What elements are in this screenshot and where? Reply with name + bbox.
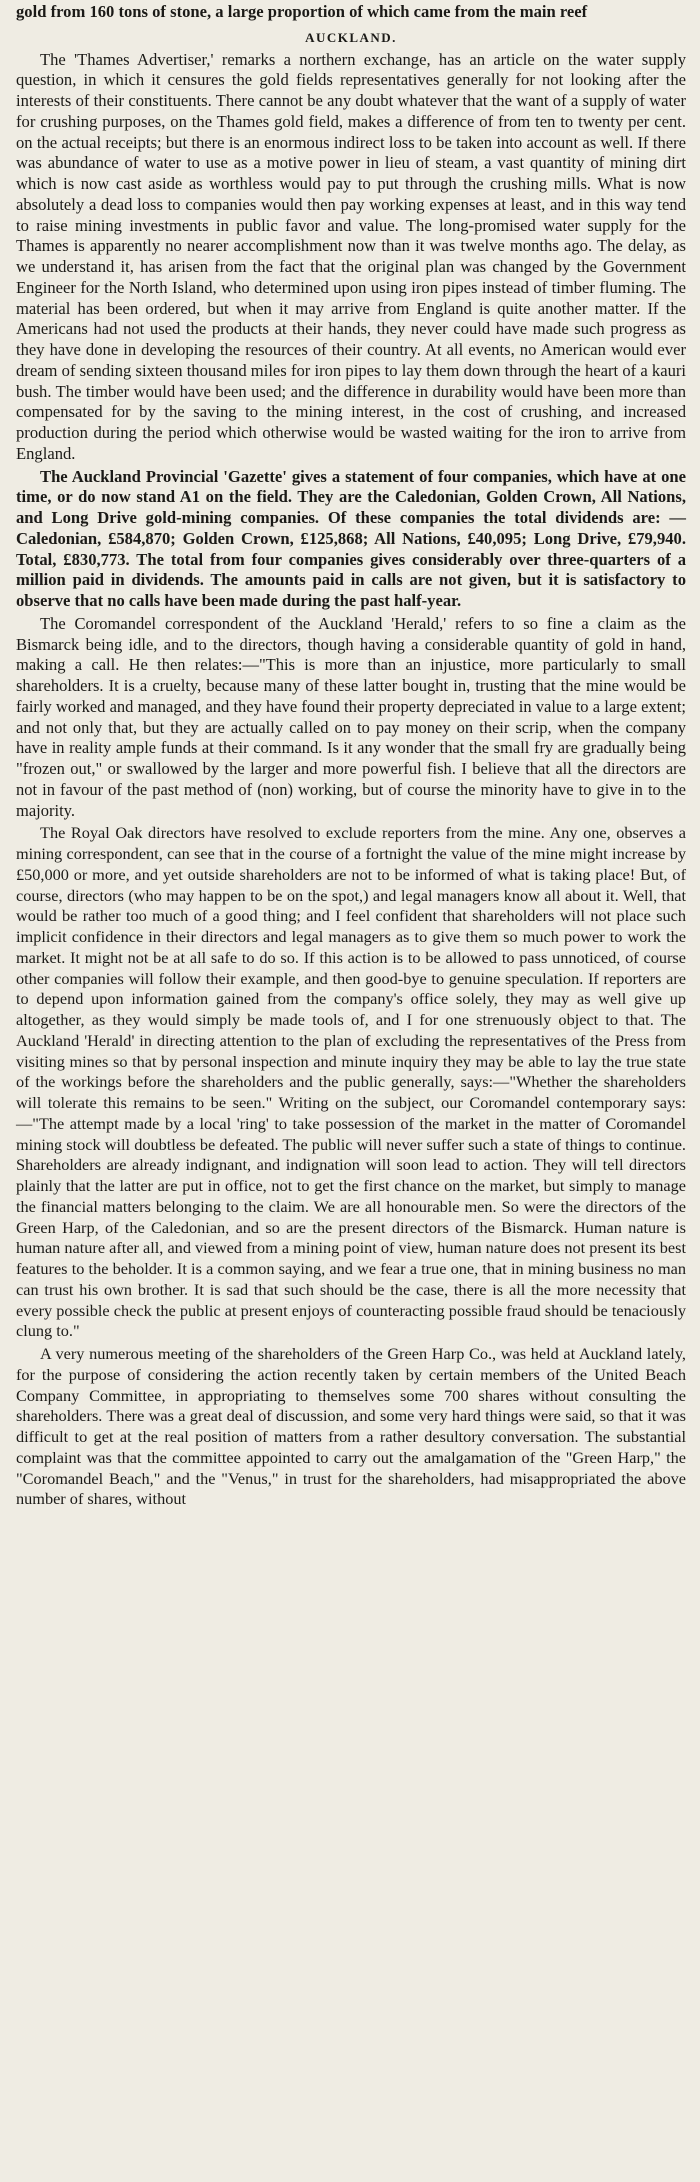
paragraph-bismarck: The Coromandel correspondent of the Auckland 'Herald,' refers to so fine a claim as the Bismarck being idle, and to the directors, though having a considerable quantity of gold in hand, making a call. He then relates:—"This is more than an injustice, more particularly to small shareholders. It is a cruelty, because many of these latter bought in, trusting that the mine would be fairly worked and managed, and they have found their property depreciated in value to a large extent; and not only that, but they are actually called on to pay money on their scrip, when the company have in reality ample funds at their command. Is it any wonder that the small fry are gradually being "frozen out," or swallowed by the larger and more powerful fish. I believe that all the directors are not in favour of the past method of (non) working, but of course the minority have to give in to the majority.: [16, 613, 686, 820]
paragraph-green-harp: A very numerous meeting of the shareholders of the Green Harp Co., was held at Auckland lately, for the purpose of considering the action recently taken by certain members of the United Beach Company Committee, in appropriating to themselves some 700 shares without consulting the shareholders. There was a great deal of discussion, and some very hard things were said, so that it was difficult to get at the real position of matters from a rather desultory conversation. The substantial complaint was that the committee appointed to carry out the amalgamation of the "Green Harp," the "Coromandel Beach," and the "Venus," in trust for the shareholders, had misappropriated the above number of shares, without: [16, 1344, 686, 1509]
paragraph-water-supply: The 'Thames Advertiser,' remarks a northern exchange, has an article on the water supply question, in which it censures the gold fields representatives generally for not looking after the interests of their constituents. There cannot be any doubt whatever that the want of a supply of water for crushing purposes, on the Thames gold field, makes a difference of from ten to twenty per cent. on the actual receipts; but there is an enormous indirect loss to be taken into account as well. If there was abundance of water to use as a motive power in lieu of steam, a vast quantity of mining dirt which is now cast aside as worthless would pay to put through the crushing mills. What is now absolutely a dead loss to companies would then pay working expenses at least, and in this way tend to raise mining investments in public favor and value. The long-promised water supply for the Thames is apparently no nearer accomplishment now than it was twelve months ago. The delay, as we understand it, has arisen from the fact that the original plan was changed by the Government Engineer for the North Island, who determined upon using iron pipes instead of timber fluming. The material has been ordered, but when it may arrive from England is quite another matter. If the Americans had not used the products at their hands, they never could have made such progress as they have done in developing the resources of their country. At all events, no American would ever dream of sending sixteen thousand miles for iron pipes to lay them down through the heart of a kauri bush. The timber would have been used; and the difference in durability would have been more than compensated for by the saving to the mining interest, in the cost of crushing, and increased production during the period which otherwise would be wasted waiting for the iron to arrive from England.: [16, 49, 686, 463]
continued-text: gold from 160 tons of stone, a large proportion of which came from the main reef: [16, 2, 588, 21]
paragraph-dividends: The Auckland Provincial 'Gazette' gives a statement of four companies, which have at one time, or do now stand A1 on the field. They are the Caledonian, Golden Crown, All Nations, and Long Drive gold-mining companies. Of these companies the total dividends are: —Caledonian, £584,870; Golden Crown, £125,868; All Nations, £40,095; Long Drive, £79,940. Total, £830,773. The total from four companies gives considerably over three-quarters of a million paid in dividends. The amounts paid in calls are not given, but it is satisfactory to observe that no calls have been made during the past half-year.: [16, 466, 686, 611]
paragraph-royal-oak: The Royal Oak directors have resolved to exclude reporters from the mine. Any one, observes a mining correspondent, can see that in the course of a fortnight the value of the mine might increase by £50,000 or more, and yet outside shareholders are not to be informed of what is taking place! But, of course, directors (who may happen to be on the spot,) and legal managers know all about it. Well, that would be rather too much of a good thing; and I feel confident that shareholders will not place such implicit confidence in their directors and legal managers as to give them so much power to work the market. It might not be at all safe to do so. If this action is to be allowed to pass unnoticed, of course other companies will follow their example, and then good-bye to genuine speculation. If reporters are to depend upon information gained from the company's office solely, they may as well give up altogether, as they would simply be made tools of, and I for one strenuously object to that. The Auckland 'Herald' in directing attention to the plan of excluding the representatives of the Press from visiting mines so that by personal inspection and minute inquiry they may be able to lay the true state of the workings before the shareholders and the public generally, says:—"Whether the shareholders will tolerate this remains to be seen." Writing on the subject, our Coromandel contemporary says:—"The attempt made by a local 'ring' to take possession of the market in the matter of Coromandel mining stock will doubtless be defeated. The public will never suffer such a state of things to continue. Shareholders are already indignant, and indignation will soon lead to action. They will tell directors plainly that the latter are put in office, not to get the first chance on the market, but simply to manage the financial matters belonging to the claim. We are all honourable men. So were the directors of the Green Harp, of the Caledonian, and so are the present directors of the Bismarck. Human nature is human nature after all, and viewed from a mining point of view, human nature does not present its best features to the beholder. It is a common saying, and we fear a true one, that in mining business no man can trust his own brother. It is sad that such should be the case, there is all the more necessity that every possible check the public at present enjoys of counteracting possible fraud should be tenaciously clung to.": [16, 823, 686, 1341]
section-heading: AUCKLAND.: [305, 29, 397, 45]
